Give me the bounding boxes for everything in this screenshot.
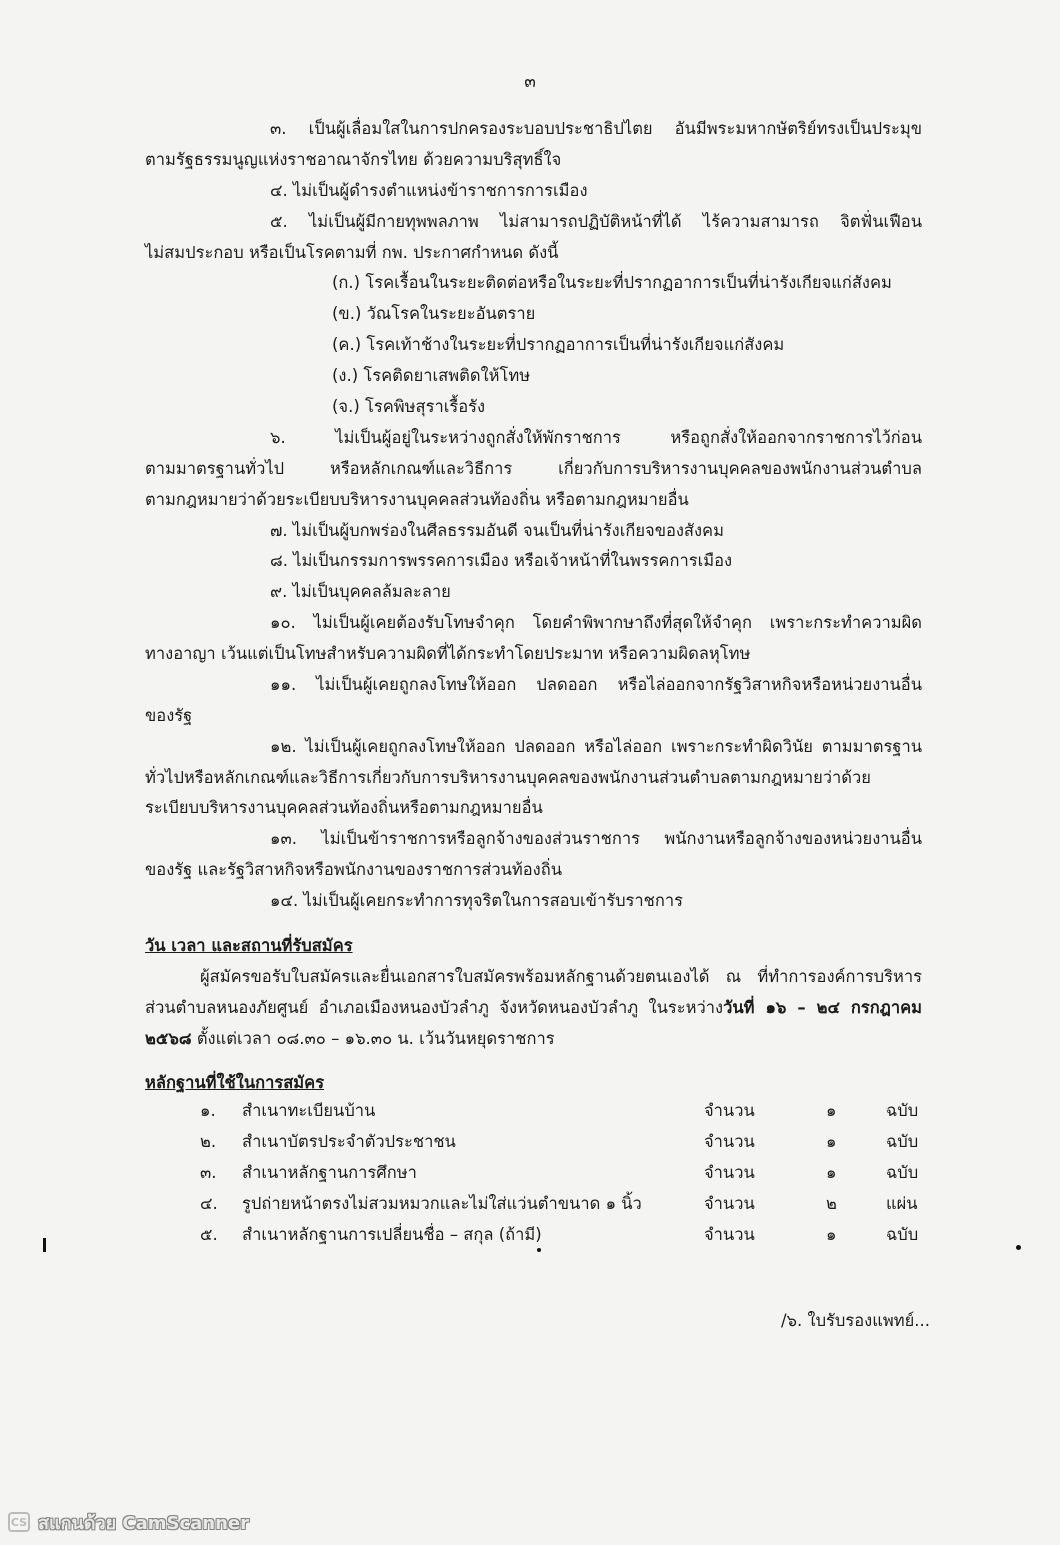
doc-amount-label: จำนวน: [704, 1194, 755, 1213]
doc-quantity: ๑: [826, 1101, 837, 1120]
doc-quantity: ๑: [826, 1225, 837, 1244]
doc-unit: ฉบับ: [886, 1163, 919, 1182]
text-line: (จ.) โรคพิษสุราเรื้อรัง: [332, 397, 486, 416]
text-line: ๙. ไม่เป็นบุคคลล้มละลาย: [270, 582, 451, 601]
text-line: ๕. ไม่เป็นผู้มีกายทุพพลภาพ ไม่สามารถปฏิบัติหน้าที่ได้ ไร้ความสามารถ จิตฟั่นเฟือน: [270, 212, 922, 231]
text-line: ๑๓. ไม่เป็นข้าราชการหรือลูกจ้างของส่วนราชการ พนักงานหรือลูกจ้างของหน่วยงานอื่น: [270, 829, 922, 848]
text-line: ๔. ไม่เป็นผู้ดำรงตำแหน่งข้าราชการการเมือง: [270, 181, 588, 200]
doc-unit: ฉบับ: [886, 1132, 919, 1151]
text-line: ๑๔. ไม่เป็นผู้เคยกระทำการทุจริตในการสอบเข้ารับราชการ: [270, 891, 683, 910]
doc-name: รูปถ่ายหน้าตรงไม่สวมหมวกและไม่ใส่แว่นตำขนาด ๑ นิ้ว: [242, 1194, 642, 1213]
doc-amount-label: จำนวน: [704, 1225, 755, 1244]
doc-number: ๓.: [200, 1163, 217, 1182]
text-line: ตามกฎหมายว่าด้วยระเบียบบริหารงานบุคคลส่วนท้องถิ่น หรือตามกฎหมายอื่น: [145, 490, 689, 509]
text-line: [145, 997, 922, 1019]
text-normal: ส่วนตำบลหนองภัยศูนย์ อำเภอเมืองหนองบัวลำภู จังหวัดหนองบัวลำภู ในระหว่าง: [145, 998, 724, 1017]
doc-amount-label: จำนวน: [704, 1132, 755, 1151]
text-line: [145, 1028, 555, 1050]
text-line: ทางอาญา เว้นแต่เป็นโทษสำหรับความผิดที่ได้กระทำโดยประมาท หรือความผิดลหุโทษ: [145, 644, 751, 663]
text-line: (ค.) โรคเท้าช้างในระยะที่ปรากฏอาการเป็นที่น่ารังเกียจแก่สังคม: [332, 335, 785, 354]
document-item: [200, 1098, 922, 1124]
doc-quantity: ๑: [826, 1163, 837, 1182]
text-normal: ตั้งแต่เวลา ๐๘.๓๐ – ๑๖.๓๐ น. เว้นวันหยุดราชการ: [191, 1029, 555, 1048]
doc-name: สำเนาหลักฐานการศึกษา: [242, 1163, 417, 1182]
doc-quantity: ๑: [826, 1132, 837, 1151]
scan-speck: [1016, 1245, 1021, 1250]
doc-name: สำเนาหลักฐานการเปลี่ยนชื่อ – สกุล (ถ้ามี): [242, 1225, 542, 1244]
scan-speck: [537, 1248, 541, 1252]
text-line: ตามมาตรฐานทั่วไป หรือหลักเกณฑ์และวิธีการ เกี่ยวกับการบริหารงานบุคคลของพนักงานส่วนตำบล: [145, 459, 922, 478]
document-item: [200, 1160, 922, 1186]
page-number: ๓: [524, 72, 536, 92]
application-year: ๒๕๖๘: [145, 1029, 192, 1048]
text-line: ๗. ไม่เป็นผู้บกพร่องในศีลธรรมอันดี จนเป็นที่น่ารังเกียจของสังคม: [270, 521, 724, 540]
text-line: ผู้สมัครขอรับใบสมัครและยื่นเอกสารใบสมัครพร้อมหลักฐานด้วยตนเองได้ ณ ที่ทำการองค์การบริหาร: [200, 967, 922, 986]
doc-number: ๑.: [200, 1101, 216, 1120]
text-line: ๖. ไม่เป็นผู้อยู่ในระหว่างถูกสั่งให้พักราชการ หรือถูกสั่งให้ออกจากราชการไว้ก่อน: [270, 428, 922, 447]
text-line: (ข.) วัณโรคในระยะอันตราย: [332, 304, 536, 323]
text-line: ๑๑. ไม่เป็นผู้เคยถูกลงโทษให้ออก ปลดออก หรือไล่ออกจากรัฐวิสาหกิจหรือหน่วยงานอื่น: [270, 675, 922, 694]
text-line: ๑๐. ไม่เป็นผู้เคยต้องรับโทษจำคุก โดยคำพิพากษาถึงที่สุดให้จำคุก เพราะกระทำความผิด: [270, 613, 922, 632]
document-item: [200, 1129, 922, 1155]
doc-amount-label: จำนวน: [704, 1101, 755, 1120]
doc-number: ๒.: [200, 1132, 217, 1151]
doc-amount-label: จำนวน: [704, 1163, 755, 1182]
text-line: (ง.) โรคติดยาเสพติดให้โทษ: [332, 366, 531, 385]
section-heading-application: วัน เวลา และสถานที่รับสมัคร: [145, 936, 353, 955]
text-line: ระเบียบบริหารงานบุคคลส่วนท้องถิ่นหรือตามกฎหมายอื่น: [145, 798, 543, 817]
doc-unit: ฉบับ: [886, 1225, 919, 1244]
scanner-watermark-text: สแกนด้วย CamScanner: [38, 1512, 250, 1534]
doc-name: สำเนาทะเบียนบ้าน: [242, 1101, 376, 1120]
camscanner-logo-icon: CS: [8, 1512, 30, 1532]
text-line: ๘. ไม่เป็นกรรมการพรรคการเมือง หรือเจ้าหน้าที่ในพรรคการเมือง: [270, 551, 733, 570]
doc-name: สำเนาบัตรประจำตัวประชาชน: [242, 1132, 456, 1151]
section-heading-documents: หลักฐานที่ใช้ในการสมัคร: [145, 1073, 325, 1092]
scanner-watermark: [8, 1510, 249, 1534]
text-line: ๑๒. ไม่เป็นผู้เคยถูกลงโทษให้ออก ปลดออก หรือไล่ออก เพราะกระทำผิดวินัย ตามมาตรฐาน: [270, 737, 922, 756]
continuation-note: /๖. ใบรับรองแพทย์...: [780, 1311, 930, 1330]
text-line: ของรัฐ และรัฐวิสาหกิจหรือพนักงานของราชการส่วนท้องถิ่น: [145, 860, 562, 879]
text-line: ๓. เป็นผู้เลื่อมใสในการปกครองระบอบประชาธิปไตย อันมีพระมหากษัตริย์ทรงเป็นประมุข: [270, 119, 922, 138]
doc-number: ๔.: [200, 1194, 218, 1213]
doc-unit: ฉบับ: [886, 1101, 919, 1120]
application-date-range: วันที่ ๑๖ – ๒๔ กรกฎาคม: [723, 998, 923, 1017]
doc-number: ๕.: [200, 1225, 218, 1244]
scan-speck: [43, 1238, 46, 1252]
text-line: ตามรัฐธรรมนูญแห่งราชอาณาจักรไทย ด้วยความบริสุทธิ์ใจ: [145, 150, 562, 169]
document-item: [200, 1222, 922, 1248]
doc-quantity: ๒: [826, 1194, 837, 1213]
text-line: ไม่สมประกอบ หรือเป็นโรคตามที่ กพ. ประกาศกำหนด ดังนี้: [145, 243, 559, 262]
doc-unit: แผ่น: [886, 1194, 918, 1213]
text-line: ทั่วไปหรือหลักเกณฑ์และวิธีการเกี่ยวกับการบริหารงานบุคคลของพนักงานส่วนตำบลตามกฎหมายว่าด้วย: [145, 768, 871, 787]
text-line: (ก.) โรคเรื้อนในระยะติดต่อหรือในระยะที่ปรากฏอาการเป็นที่น่ารังเกียจแก่สังคม: [332, 273, 892, 292]
document-item: [200, 1191, 922, 1217]
text-line: ของรัฐ: [145, 706, 193, 725]
